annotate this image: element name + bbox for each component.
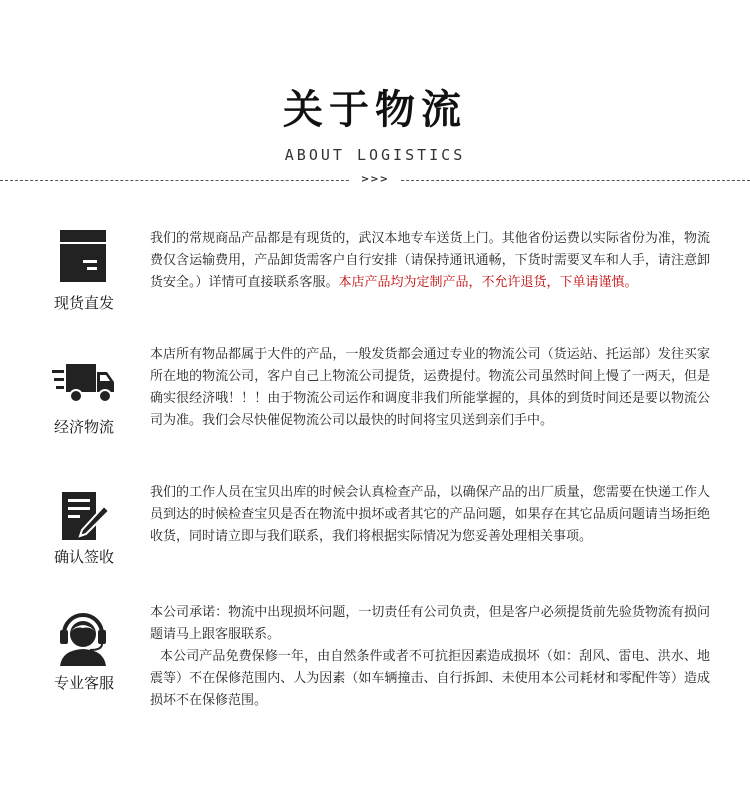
- section-body: 我们的常规商品产品都是有现货的，武汉本地专车送货上门。其他省份运费以实际省份为准，物流费仅含运输费用，产品卸货需客户自行安排（请保持通讯通畅，下货时需要叉车和人手，请注意卸货安全。）详情可直接联系客服。: [150, 231, 710, 290]
- no-return-warning: 本店产品均为定制产品，不允许退货，下单请谨慎。: [338, 275, 638, 290]
- divider-arrows: >>>: [350, 173, 400, 187]
- delivery-truck-icon: [50, 358, 116, 418]
- section-label: 经济物流: [53, 418, 114, 436]
- section-body: 本公司承诺：物流中出现损坏问题，一切责任有公司负责，但是客户必须提货前先验货物流有损问题请马上跟客服联系。: [150, 605, 710, 642]
- warranty-text: 本公司产品免费保修一年，由自然条件或者不可抗拒因素造成损坏（如：刮风、雷电、洪水、地震等）不在保修范围内、人为因素（如车辆撞击、自行拆卸、未使用本公司耗材和零配件等）造成损坏不在保修范围。: [150, 649, 710, 708]
- document-sign-icon: [50, 488, 116, 548]
- section-body: 我们的工作人员在宝贝出库的时候会认真检查产品，以确保产品的出厂质量，您需要在快递工作人员到达的时候检查宝贝是否在物流中损坏或者其它的产品问题，如果存在其它品质问题请当场拒绝收货，同时请立即与我们联系，我们将根据实际情况为您妥善处理相关事项。: [150, 485, 710, 544]
- section-label: 确认签收: [53, 548, 114, 566]
- section-label: 专业客服: [53, 674, 114, 692]
- package-box-icon: [50, 226, 116, 286]
- customer-service-headset-icon: [50, 606, 116, 666]
- section-body: 本店所有物品都属于大件的产品，一般发货都会通过专业的物流公司（货运站、托运部）发往买家所在地的物流公司，客户自己上物流公司提货，运费提付。物流公司虽然时间上慢了一两天，但是确实很经济哦！！！由于物流公司运作和调度非我们所能掌握的，具体的到货时间还是要以物流公司为准。我们会尽快催促物流公司以最快的时间将宝贝送到亲们手中。: [150, 347, 710, 428]
- section-text: [150, 228, 710, 294]
- section-label: 现货直发: [53, 294, 114, 312]
- section-text: [150, 602, 710, 712]
- page-title: 关于物流: [283, 87, 467, 133]
- page-subtitle: ABOUT LOGISTICS: [284, 146, 466, 164]
